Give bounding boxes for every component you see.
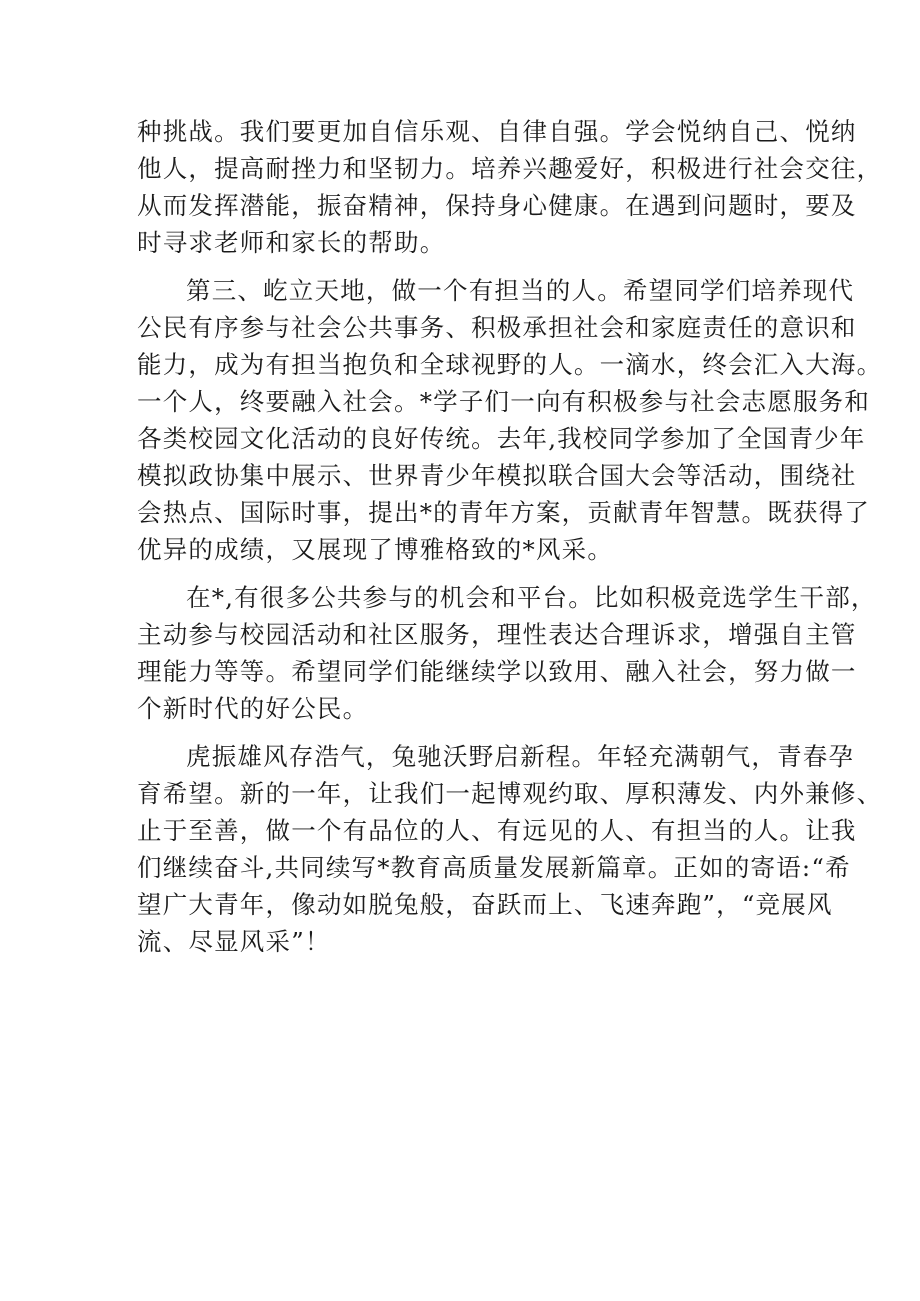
text-line: 在*,有很多公共参与的机会和平台。比如积极竞选学生干部， [186,583,877,612]
paragraph-3 [137,579,877,727]
text-line: 各类校园文化活动的良好传统。去年,我校同学参加了全国青少年 [137,424,866,453]
text-line: 从而发挥潜能，振奋精神，保持身心健康。在遇到问题时，要及 [137,191,857,220]
text-line: 个新时代的好公民。 [137,694,369,723]
paragraph-spacer [137,727,827,738]
text-line: 第三、屹立天地，做一个有担当的人。希望同学们培养现代 [186,276,855,305]
text-line: 主动参与校园活动和社区服务，理性表达合理诉求，增强自主管 [137,620,857,649]
text-line: 能力，成为有担当抱负和全球视野的人。一滴水，终会汇入大海。 [137,350,883,379]
text-line: 理能力等等。希望同学们能继续学以致用、融入社会，努力做一 [137,657,857,686]
text-line: 模拟政协集中展示、世界青少年模拟联合国大会等活动，围绕社 [137,461,857,490]
text-line: 流、尽显风采”！ [137,927,331,956]
text-line: 望广大青年，像动如脱兔般，奋跃而上、飞速奔跑”，“竞展风 [137,890,833,919]
paragraph-2 [137,272,883,568]
text-line: 会热点、国际时事，提出*的青年方案，贡献青年智慧。既获得了 [137,498,871,527]
text-line: 们继续奋斗,共同续写*教育高质量发展新篇章。正如的寄语:“希 [137,853,851,882]
text-line: 时寻求老师和家长的帮助。 [137,228,446,257]
text-line: 他人，提高耐挫力和坚韧力。培养兴趣爱好，积极进行社会交往， [137,154,883,183]
text-line: 一个人，终要融入社会。*学子们一向有积极参与社会志愿服务和 [137,387,871,416]
document-body [137,113,883,960]
paragraph-1 [137,113,883,261]
text-line: 虎振雄风存浩气，兔驰沃野启新程。年轻充满朝气，青春孕 [186,742,855,771]
text-line: 育希望。新的一年，让我们一起博观约取、厚积薄发、内外兼修、 [137,779,883,808]
paragraph-spacer [137,568,827,579]
text-line: 种挑战。我们要更加自信乐观、自律自强。学会悦纳自己、悦纳 [137,117,857,146]
paragraph-spacer [137,261,827,272]
text-line: 止于至善，做一个有品位的人、有远见的人、有担当的人。让我 [137,816,857,845]
paragraph-4 [137,738,883,960]
text-line: 优异的成绩，又展现了博雅格致的*风采。 [137,535,614,564]
text-line: 公民有序参与社会公共事务、积极承担社会和家庭责任的意识和 [137,313,857,342]
